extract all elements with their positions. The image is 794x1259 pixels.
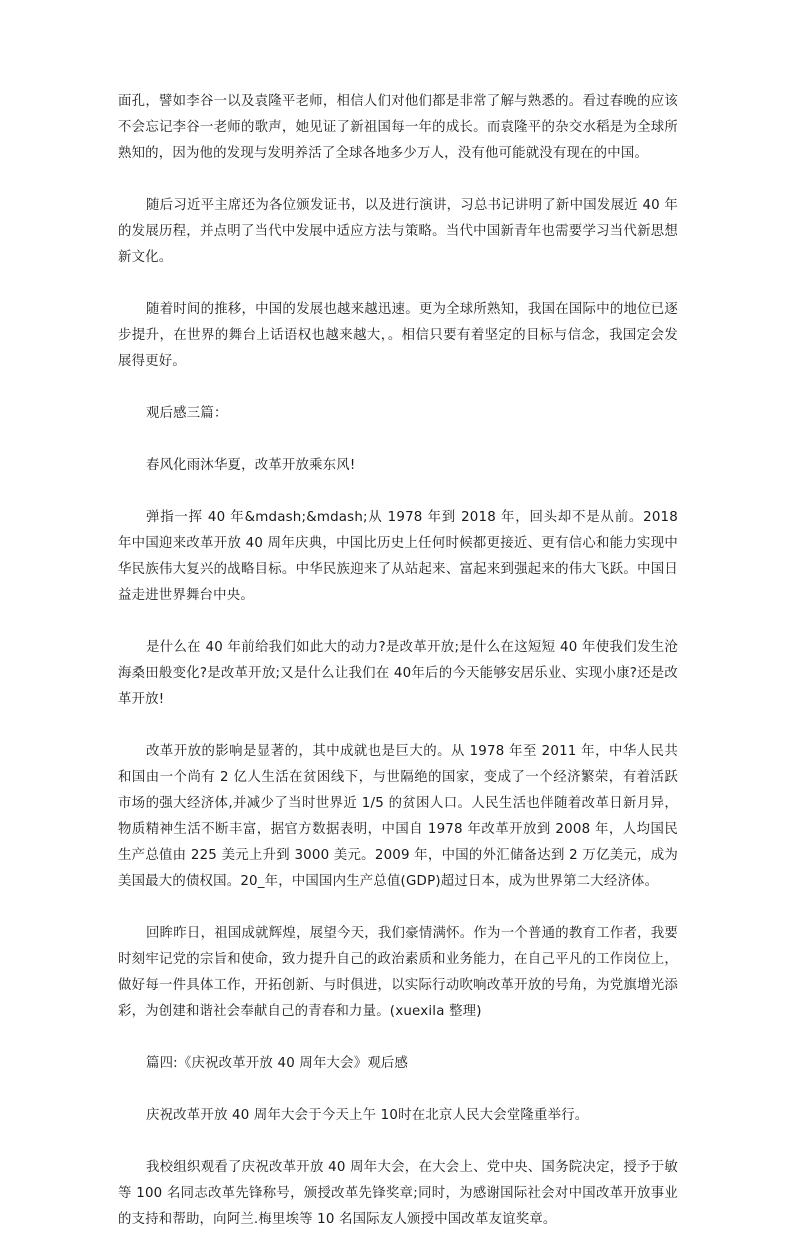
paragraph-development: 随着时间的推移，中国的发展也越来越迅速。更为全球所熟知，我国在国际中的地位已逐步提升，在世界的舞台上话语权也越来越大，。相信只要有着坚定的目标与信念，我国定会发展得更好。: [118, 302, 678, 369]
document-body: [118, 89, 678, 1259]
paragraph-forty-years: 弹指一挥 40 年&mdash;&mdash;从 1978 年到 2018 年，回头却不是从前。2018 年中国迎来改革开放 40 周年庆典，中国比历史上任何时候都更接近、更有信心和能力实现中华民族伟大复兴的战略目标。中华民族迎来了从站起来、富起来到强起来的伟大飞跃。中国日益走进世界舞台中央。: [118, 510, 678, 603]
paragraph-reform-impact: 改革开放的影响是显著的，其中成就也是巨大的。从 1978 年至 2011 年，中华人民共和国由一个尚有 2 亿人生活在贫困线下，与世隔绝的国家，变成了一个经济繁荣，有着活跃市场的强大经济体,并减少了当时世界近 1/5 的贫困人口。人民生活也伴随着改革日新月异，物质精神生活不断丰富，据官方数据表明，中国自 1978 年改革开放到 2008 年，人均国民生产总值由 225 美元上升到 3000 美元。2009 年，中国的外汇储备达到 2 万亿美元，成为美国最大的债权国。20_年，中国国内生产总值(GDP)超过日本，成为世界第二大经济体。: [118, 744, 678, 889]
paragraph-certificate-speech: 随后习近平主席还为各位颁发证书，以及进行演讲，习总书记讲明了新中国发展近 40 年的发展历程，并点明了当代中发展中适应方法与策略。当代中国新青年也需要学习当代新思想新文化。: [118, 198, 678, 265]
section-heading-three: 观后感三篇：: [146, 406, 228, 421]
paragraph-continuation: 面孔，譬如李谷一以及袁隆平老师，相信人们对他们都是非常了解与熟悉的。看过春晚的应该不会忘记李谷一老师的歌声，她见证了新祖国每一年的成长。而袁隆平的杂交水稻是为全球所熟知的，因为他的发现与发明养活了全球各地多少万人，没有他可能就没有现在的中国。: [118, 94, 678, 161]
paragraph-reform-questions: 是什么在 40 年前给我们如此大的动力?是改革开放;是什么在这短短 40 年使我们发生沧海桑田般变化?是改革开放;又是什么让我们在 40年后的今天能够安居乐业、实现小康?还是改革开放!: [118, 640, 678, 707]
paragraph-awards: 我校组织观看了庆祝改革开放 40 周年大会，在大会上、党中央、国务院决定，授予于敏等 100 名同志改革先锋称号，颁授改革先锋奖章;同时，为感谢国际社会对中国改革开放事业的支持和帮助，向阿兰.梅里埃等 10 名国际友人颁授中国改革友谊奖章。: [118, 1160, 678, 1227]
section-heading-four: 篇四:《庆祝改革开放 40 周年大会》观后感: [146, 1056, 409, 1071]
essay-title: 春风化雨沐华夏，改革开放乘东风!: [146, 458, 356, 473]
paragraph-reflection: 回眸昨日，祖国成就辉煌，展望今天，我们豪情满怀。作为一个普通的教育工作者，我要时刻牢记党的宗旨和使命，致力提升自己的政治素质和业务能力，在自己平凡的工作岗位上，做好每一件具体工作，开拓创新、与时俱进，以实际行动吹响改革开放的号角，为党旗增光添彩，为创建和谐社会奉献自己的青春和力量。(xuexila 整理): [118, 926, 678, 1019]
paragraph-conference: 庆祝改革开放 40 周年大会于今天上午 10时在北京人民大会堂隆重举行。: [146, 1108, 589, 1123]
